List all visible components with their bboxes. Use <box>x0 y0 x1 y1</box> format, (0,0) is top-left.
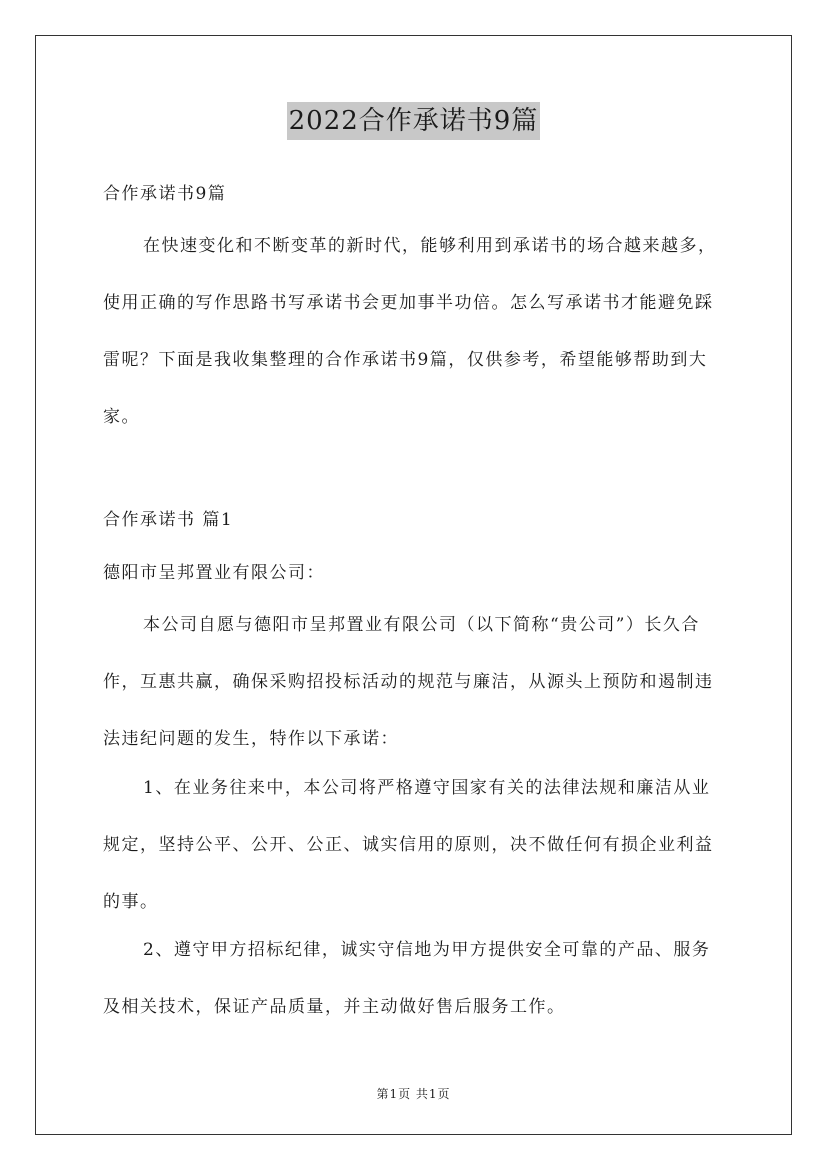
document-title: 2022合作承诺书9篇 <box>287 102 541 140</box>
commitment-item-2: 2、遵守甲方招标纪律，诚实守信地为甲方提供安全可靠的产品、服务及相关技术，保证产品质量，并主动做好售后服务工作。 <box>103 940 711 1017</box>
page-footer: 第1页 共1页 <box>376 1087 451 1101</box>
commitment-item-1: 1、在业务往来中，本公司将严格遵守国家有关的法律法规和廉洁从业规定，坚持公平、公开、公正、诚实信用的原则，决不做任何有损企业利益的事。 <box>103 778 714 912</box>
document-subtitle: 合作承诺书9篇 <box>103 184 227 204</box>
salutation: 德阳市呈邦置业有限公司： <box>103 563 325 583</box>
intro-paragraph: 在快速变化和不断变革的新时代，能够利用到承诺书的场合越来越多，使用正确的写作思路书写承诺书会更加事半功倍。怎么写承诺书才能避免踩雷呢？下面是我收集整理的合作承诺书9篇，仅供参考，希望能够帮助到大家。 <box>103 236 717 427</box>
body-paragraph: 本公司自愿与德阳市呈邦置业有限公司（以下简称“贵公司”）长久合作，互惠共赢，确保采购招投标活动的规范与廉洁，从源头上预防和遏制违法违纪问题的发生，特作以下承诺： <box>103 615 714 749</box>
section-heading: 合作承诺书 篇1 <box>103 510 234 530</box>
title-container <box>0 102 827 140</box>
